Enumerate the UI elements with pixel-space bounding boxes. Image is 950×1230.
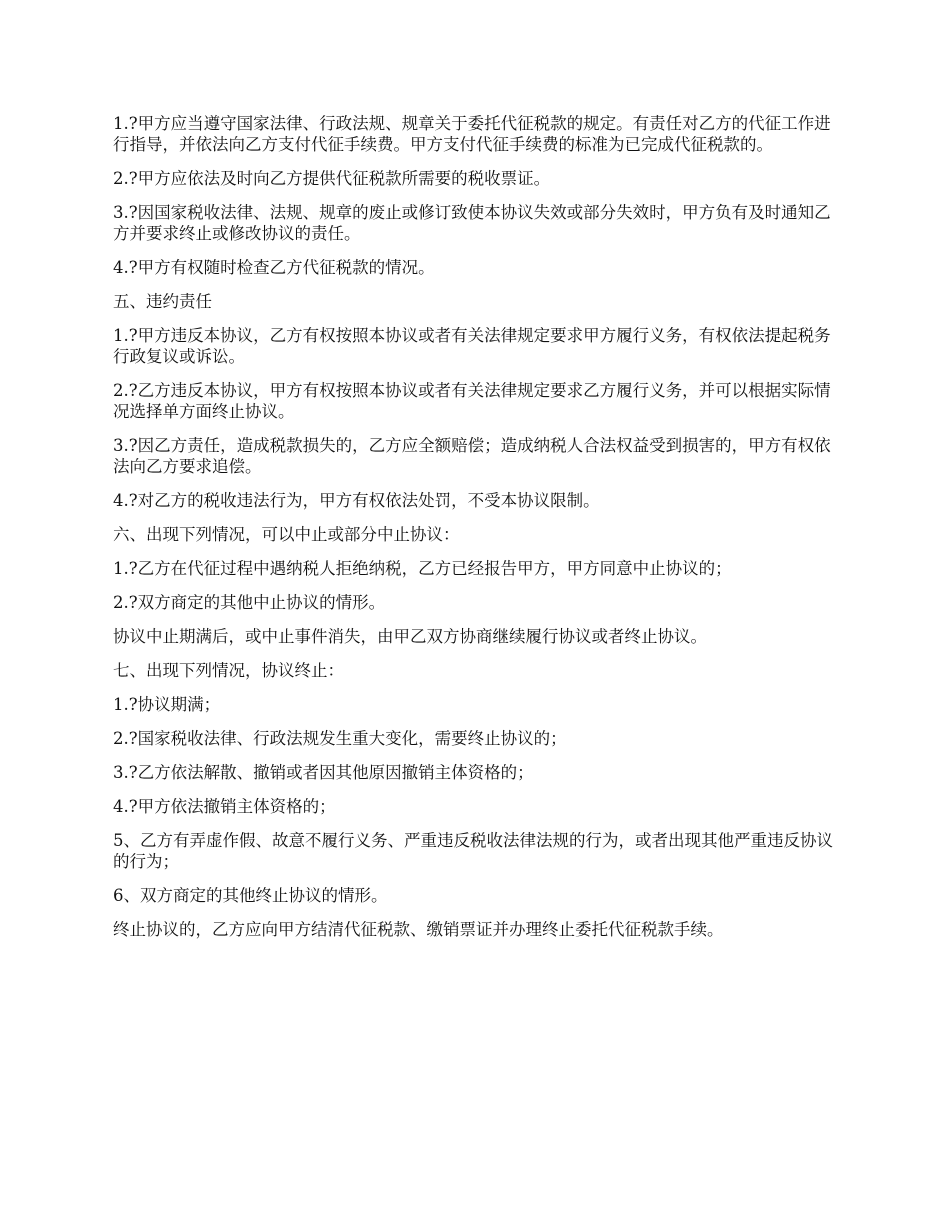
section-heading-breach-liability: 五、违约责任: [113, 292, 212, 311]
paragraph-party-a-duty-1: 1.?甲方应当遵守国家法律、行政法规、规章关于委托代征税款的规定。有责任对乙方的代征工作进行指导，并依法向乙方支付代征手续费。甲方支付代征手续费的标准为已完成代征税款的。: [113, 114, 831, 154]
paragraph-termination-4: 4.?甲方依法撤销主体资格的；: [113, 797, 336, 816]
paragraph-party-a-duty-3: 3.?因国家税收法律、法规、规章的废止或修订致使本协议失效或部分失效时，甲方负有及时通知乙方并要求终止或修改协议的责任。: [113, 203, 831, 243]
paragraph-breach-4: 4.?对乙方的税收违法行为，甲方有权依法处罚，不受本协议限制。: [113, 491, 600, 510]
paragraph-breach-1: 1.?甲方违反本协议，乙方有权按照本协议或者有关法律规定要求甲方履行义务，有权依法提起税务行政复议或诉讼。: [113, 326, 831, 366]
paragraph-party-a-duty-4: 4.?甲方有权随时检查乙方代征税款的情况。: [113, 258, 435, 277]
paragraph-termination-2: 2.?国家税收法律、行政法规发生重大变化，需要终止协议的；: [113, 729, 567, 748]
paragraph-suspension-2: 2.?双方商定的其他中止协议的情形。: [113, 593, 386, 612]
section-heading-termination: 七、出现下列情况，协议终止：: [113, 661, 344, 680]
paragraph-termination-6: 6、双方商定的其他终止协议的情形。: [113, 886, 388, 905]
paragraph-suspension-1: 1.?乙方在代征过程中遇纳税人拒绝纳税，乙方已经报告甲方，甲方同意中止协议的；: [113, 559, 732, 578]
section-heading-suspension: 六、出现下列情况，可以中止或部分中止协议：: [113, 525, 460, 544]
paragraph-breach-3: 3.?因乙方责任，造成税款损失的，乙方应全额赔偿；造成纳税人合法权益受到损害的，甲方有权依法向乙方要求追偿。: [113, 436, 831, 476]
document-body: [113, 113, 835, 953]
paragraph-termination-1: 1.?协议期满；: [113, 695, 221, 714]
paragraph-suspension-note: 协议中止期满后，或中止事件消失，由甲乙双方协商继续履行协议或者终止协议。: [113, 627, 707, 646]
paragraph-termination-3: 3.?乙方依法解散、撤销或者因其他原因撤销主体资格的；: [113, 763, 534, 782]
paragraph-breach-2: 2.?乙方违反本协议，甲方有权按照本协议或者有关法律规定要求乙方履行义务，并可以根据实际情况选择单方面终止协议。: [113, 381, 831, 421]
paragraph-party-a-duty-2: 2.?甲方应依法及时向乙方提供代征税款所需要的税收票证。: [113, 169, 551, 188]
paragraph-termination-5: 5、乙方有弄虚作假、故意不履行义务、严重违反税收法律法规的行为，或者出现其他严重违反协议的行为；: [113, 831, 833, 871]
paragraph-termination-note: 终止协议的，乙方应向甲方结清代征税款、缴销票证并办理终止委托代征税款手续。: [113, 920, 724, 939]
